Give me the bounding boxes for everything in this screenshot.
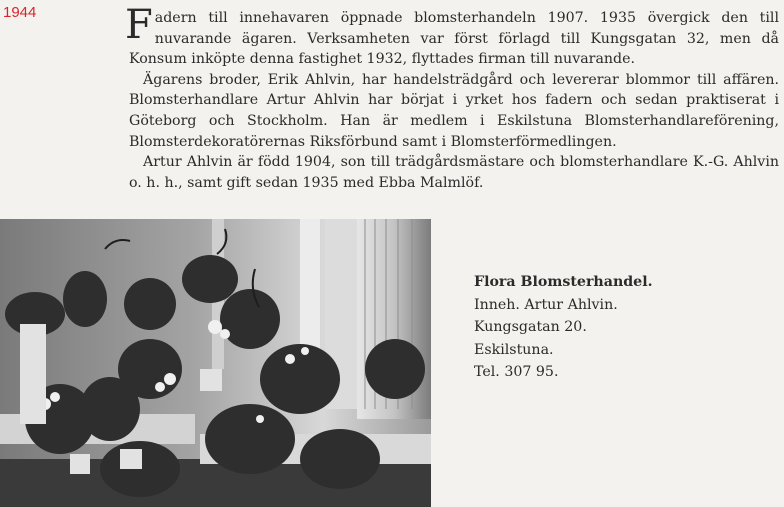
paragraph-2: Ägarens broder, Erik Ahlvin, har handelsträdgård och levererar blommor till affären. Blomsterhandlare Artur Ahlvin har börjat i yrket hos fadern och sedan praktiserat i Göteborg och Stockholm. Han är medlem i Eskilstuna Blomsterhandlareförening, Blomsterdekoratörernas Riksförbund samt i Blomsterförmedlingen. (129, 71, 779, 150)
paragraph-3: Artur Ahlvin är född 1904, son till trädgårdsmästare och blomsterhandlare K.-G. Ahlvin o. h. h., samt gift sedan 1935 med Ebba Malmlöf. (129, 154, 779, 191)
shop-name: Flora Blomsterhandel. (474, 274, 653, 290)
shop-city: Eskilstuna. (474, 341, 554, 358)
drop-cap: F (125, 2, 153, 48)
shop-caption (474, 271, 653, 384)
year-label: 1944 (3, 4, 37, 21)
shop-owner: Inneh. Artur Ahlvin. (474, 296, 618, 313)
article-text (125, 2, 779, 193)
paragraph-1 (125, 2, 779, 70)
flower-shop-photo (0, 219, 431, 507)
paragraph-1-text: adern till innehavaren öppnade blomsterhandeln 1907. 1935 övergick den till nuvarande ägaren. Verksamheten var först förlagd till Kungsgatan 32, men då Konsum inköpte denna fastighet 1932, flyttades firman till nuvarande. (129, 10, 779, 68)
shop-phone: Tel. 307 95. (474, 364, 559, 380)
shop-street: Kungsgatan 20. (474, 319, 587, 335)
